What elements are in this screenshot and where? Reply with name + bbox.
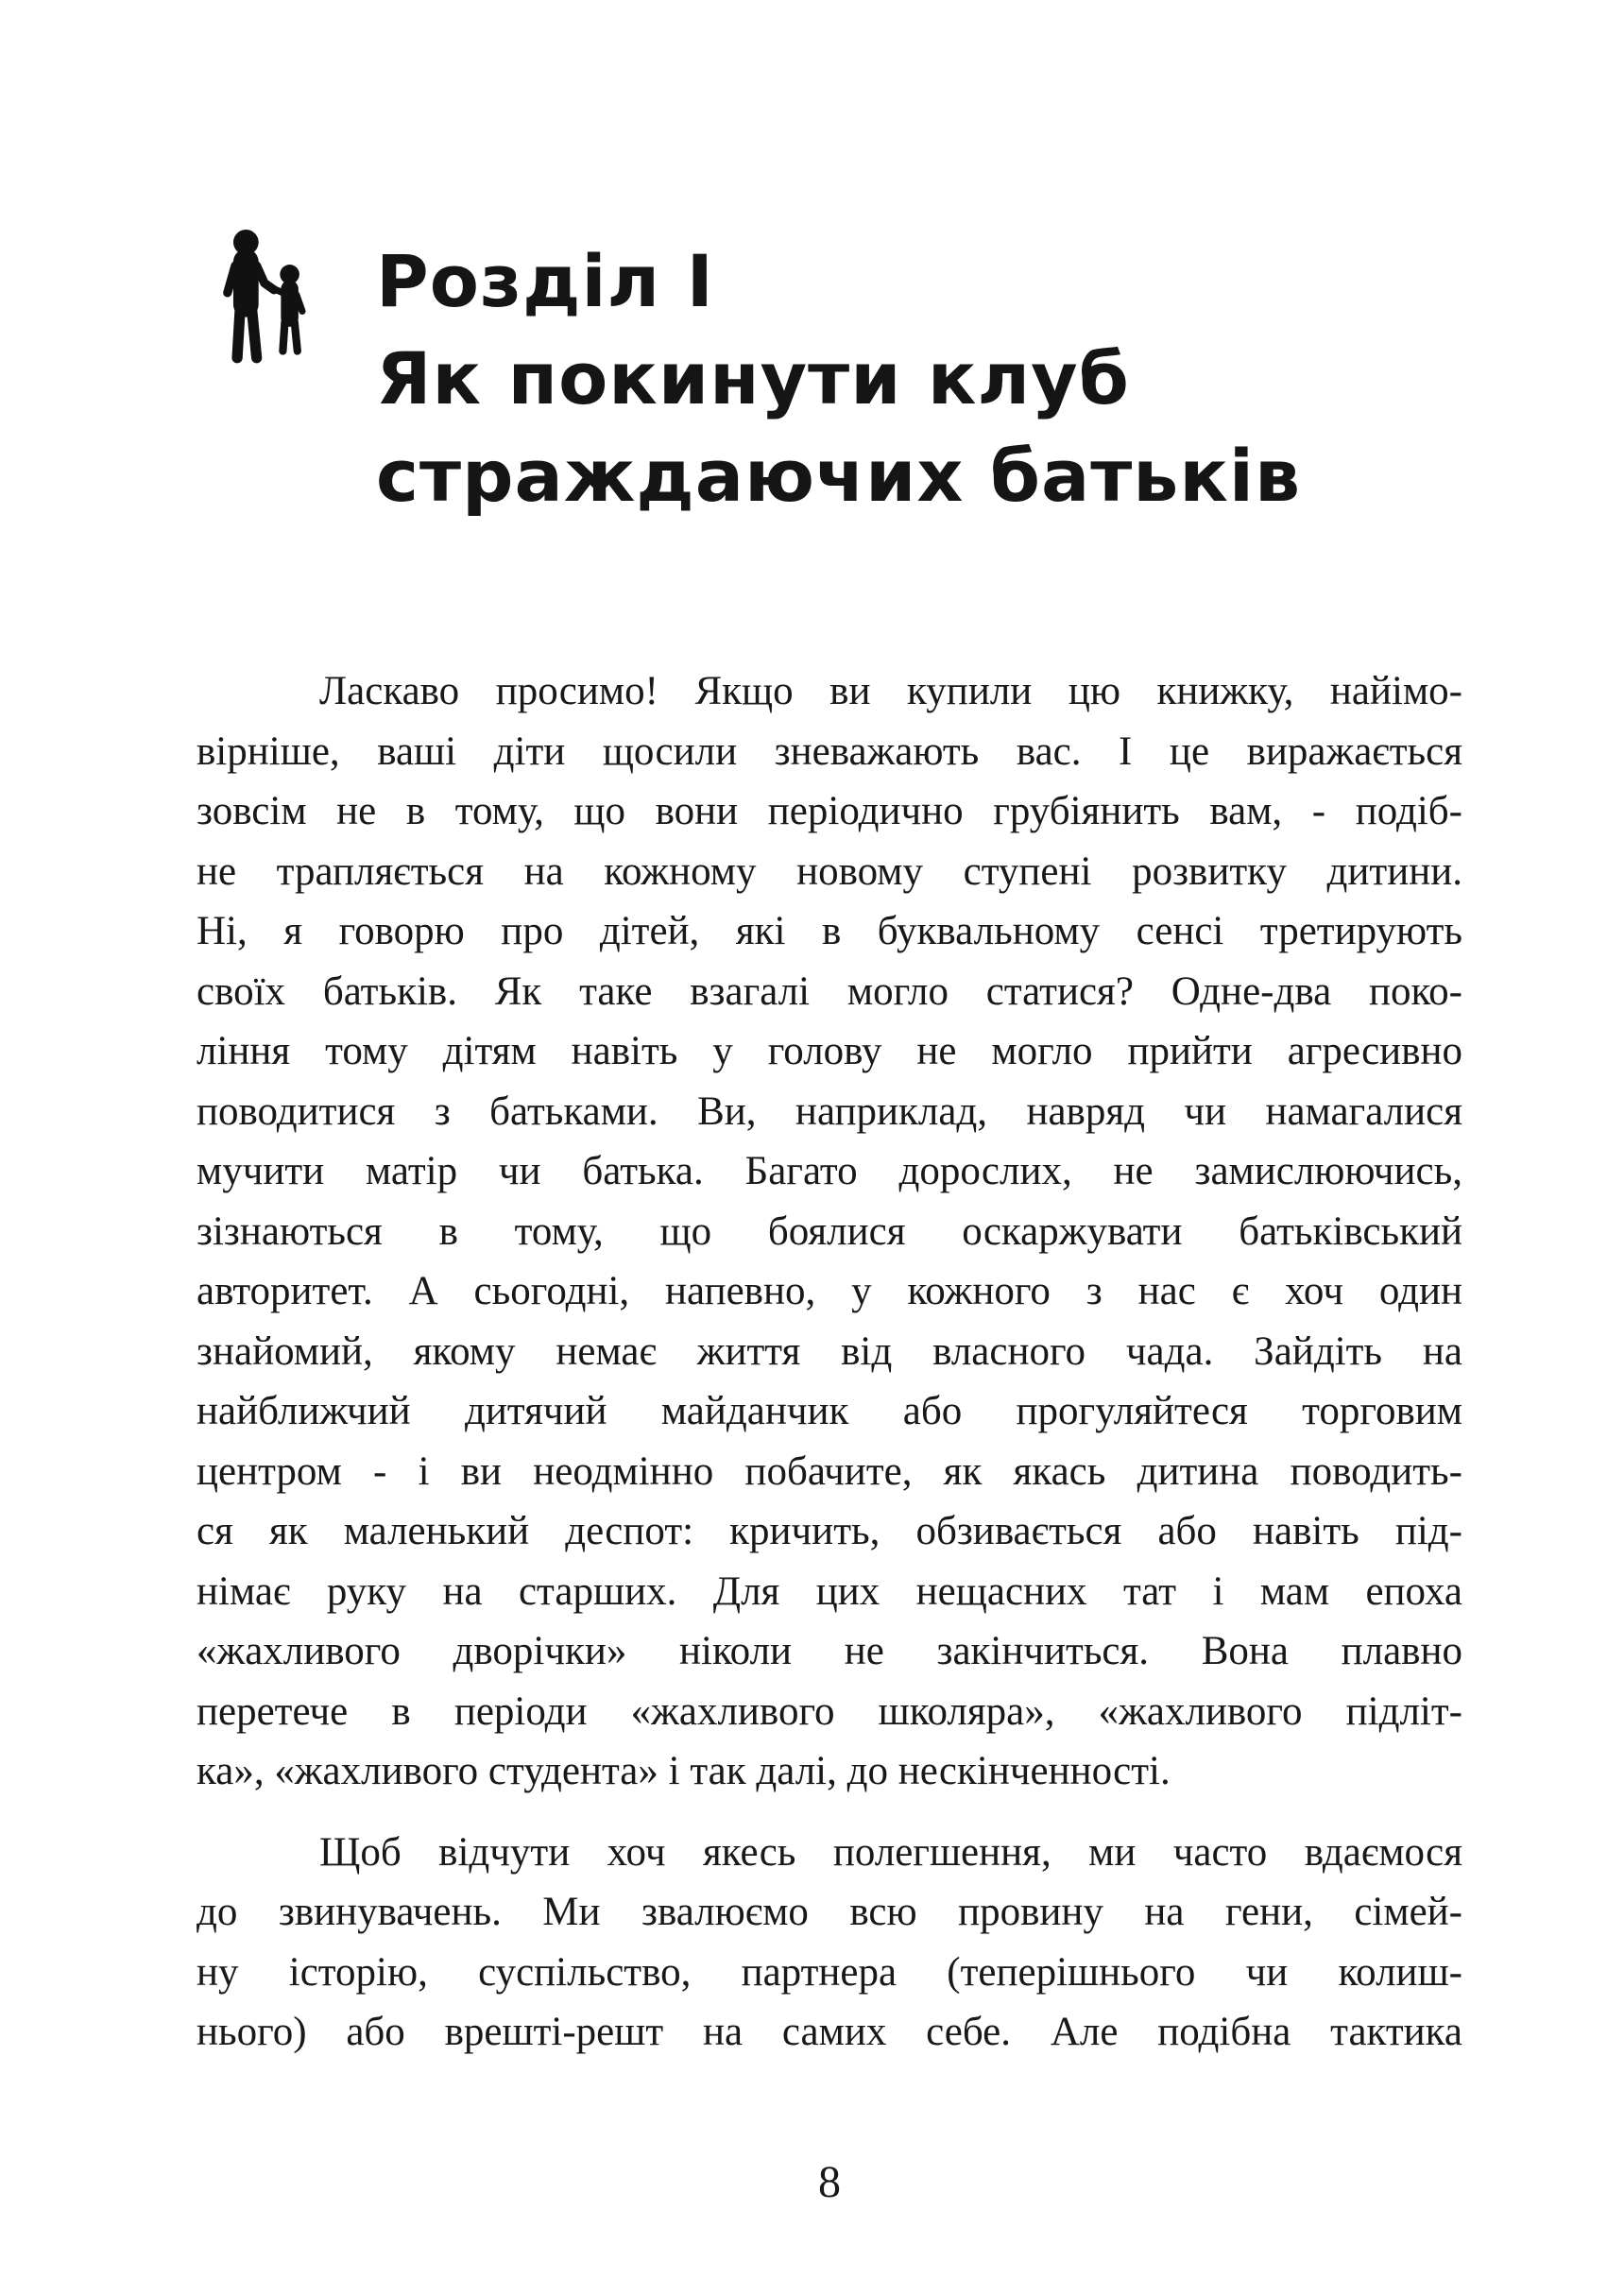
text-line: «жахливого дворічки» ніколи не закінчиться. Вона плавно bbox=[197, 1629, 1462, 1673]
body-text bbox=[197, 661, 1462, 2063]
text-line: Щоб відчути хоч якесь полегшення, ми часто вдаємося bbox=[319, 1829, 1462, 1875]
text-line: ся як маленький деспот: кричить, обзивається або навіть під- bbox=[197, 1509, 1462, 1553]
chapter-title-line-1: Розділ I bbox=[376, 239, 714, 323]
text-line: ка», «жахливого студента» і так далі, до нескінченності. bbox=[197, 1749, 1171, 1793]
page-number: 8 bbox=[818, 2157, 841, 2207]
text-line: Ласкаво просимо! Якщо ви купили цю книжку, найімо- bbox=[319, 669, 1462, 713]
text-line: зовсім не в тому, що вони періодично грубіянить вам, - подіб- bbox=[197, 789, 1462, 833]
text-line: центром - і ви неодмінно побачите, як якась дитина поводить- bbox=[197, 1448, 1462, 1494]
text-line: ління тому дітям навіть у голову не могло прийти агресивно bbox=[197, 1029, 1462, 1073]
text-line: знайомий, якому немає життя від власного чада. Зайдіть на bbox=[197, 1328, 1462, 1374]
text-line: нього) або врешті-решт на самих себе. Але подібна тактика bbox=[197, 2010, 1462, 2054]
text-line: вірніше, ваші діти щосили зневажають вас. І це виражається bbox=[197, 728, 1462, 774]
chapter-title-line-3: страждаючих батьків bbox=[376, 434, 1302, 518]
text-line: мучити матір чи батька. Багато дорослих, не замислюючись, bbox=[197, 1149, 1462, 1193]
text-line: своїх батьків. Як таке взагалі могло статися? Одне-два поко- bbox=[197, 968, 1462, 1014]
paragraph bbox=[197, 661, 1462, 1802]
text-line: Ні, я говорю про дітей, які в буквальному сенсі третирують bbox=[197, 909, 1462, 953]
text-line: зізнаються в тому, що боялися оскаржувати батьківський bbox=[197, 1208, 1462, 1254]
text-line: авторитет. А сьогодні, напевно, у кожного з нас є хоч один bbox=[197, 1269, 1462, 1313]
text-line: до звинувачень. Ми звалюємо всю провину на гени, сімей- bbox=[197, 1890, 1462, 1934]
text-line: перетече в періоди «жахливого школяра», «жахливого підліт- bbox=[197, 1688, 1462, 1734]
chapter-title-line-2: Як покинути клуб bbox=[376, 336, 1130, 420]
text-line: найближчий дитячий майданчик або прогуляйтеся торговим bbox=[197, 1389, 1462, 1433]
chapter-title bbox=[376, 232, 1301, 524]
text-line: ну історію, суспільство, партнера (теперішнього чи колиш- bbox=[197, 1949, 1462, 1995]
text-line: не трапляється на кожному новому ступені розвитку дитини. bbox=[197, 848, 1462, 894]
parent-child-icon bbox=[214, 229, 325, 367]
text-line: німає руку на старших. Для цих нещасних тат і мам епоха bbox=[197, 1568, 1462, 1614]
text-line: поводитися з батьками. Ви, наприклад, навряд чи намагалися bbox=[197, 1088, 1462, 1134]
paragraph bbox=[197, 1823, 1462, 2063]
